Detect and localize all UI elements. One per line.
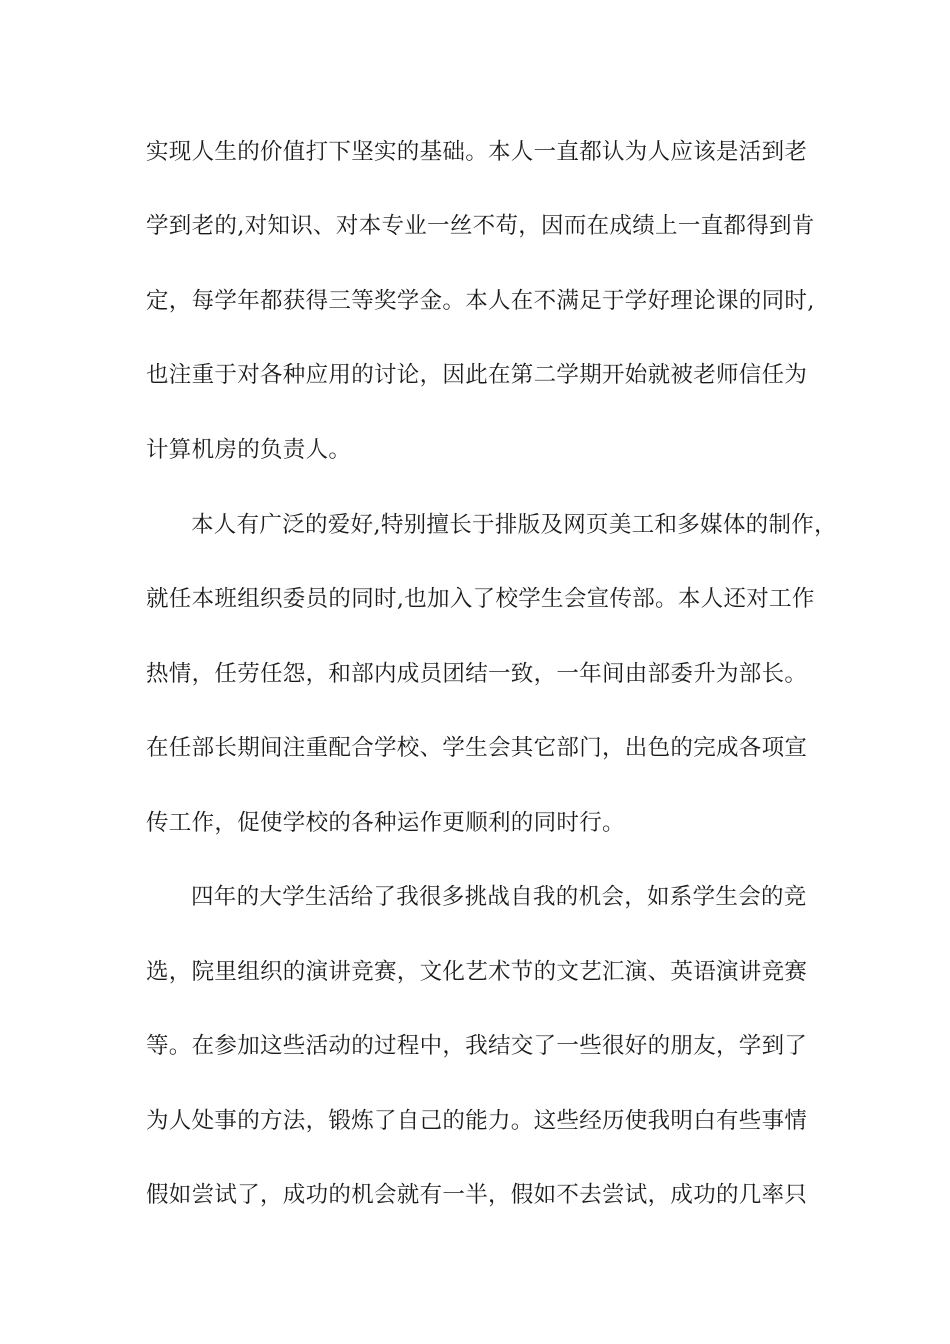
text-line: 等。在参加这些活动的过程中，我结交了一些很好的朋友，学到了: [146, 1033, 808, 1059]
text-line: 计算机房的负责人。: [146, 437, 352, 463]
text-line: 学到老的,对知识、对本专业一丝不苟，因而在成绩上一直都得到肯: [146, 213, 815, 239]
text-line: 在任部长期间注重配合学校、学生会其它部门，出色的完成各项宣: [146, 735, 808, 761]
text-line: 也注重于对各种应用的讨论，因此在第二学期开始就被老师信任为: [146, 362, 808, 388]
text-line: 传工作，促使学校的各种运作更顺利的同时行。: [146, 810, 625, 836]
text-line: 假如尝试了，成功的机会就有一半，假如不去尝试，成功的几率只: [146, 1182, 808, 1208]
paragraph-start-line: 四年的大学生活给了我很多挑战自我的机会，如系学生会的竞: [191, 884, 807, 910]
text-line: 热情，任劳任怨，和部内成员团结一致，一年间由部委升为部长。: [146, 661, 808, 687]
paragraph-start-line: 本人有广泛的爱好,特别擅长于排版及网页美工和多媒体的制作，: [191, 512, 837, 538]
text-line: 为人处事的方法，锻炼了自己的能力。这些经历使我明白有些事情: [146, 1108, 808, 1134]
text-line: 就任本班组织委员的同时,也加入了校学生会宣传部。本人还对工作: [146, 586, 815, 612]
text-line: 选，院里组织的演讲竞赛，文化艺术节的文艺汇演、英语演讲竞赛: [146, 959, 808, 985]
text-line: 定，每学年都获得三等奖学金。本人在不满足于学好理论课的同时,: [146, 288, 815, 314]
text-line: 实现人生的价值打下坚实的基础。本人一直都认为人应该是活到老: [146, 139, 808, 165]
